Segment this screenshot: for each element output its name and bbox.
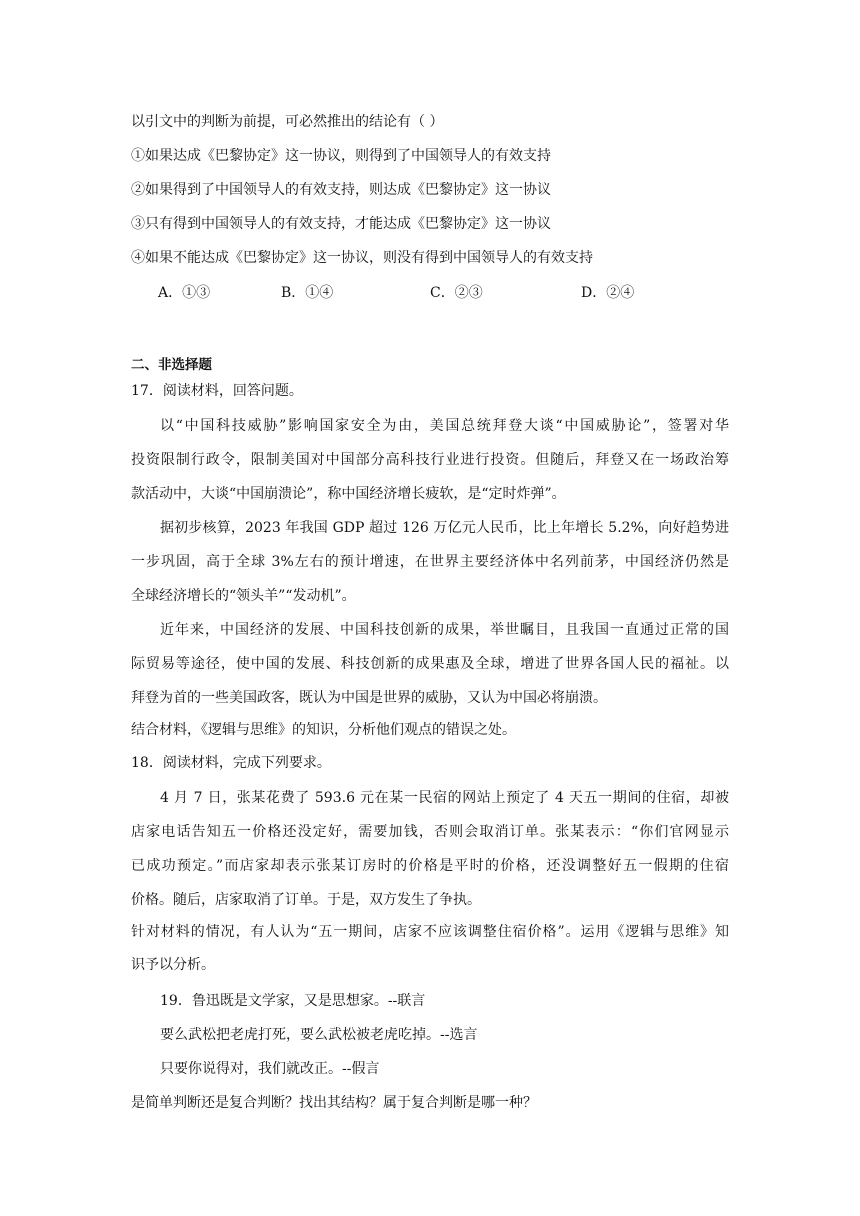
q18-prompt: 识予以分析。	[131, 957, 215, 973]
q18-paragraph-line: 已成功预定。”而店家却表示张某订房时的价格是平时的价格，还没调整好五一假期的住宿	[131, 858, 729, 874]
option-b[interactable]: B．①④	[281, 285, 334, 301]
section-heading: 二、非选择题	[131, 357, 212, 373]
answer-options	[131, 283, 731, 303]
q19-line: 只要你说得对，我们就改正。--假言	[160, 1061, 380, 1077]
statement-3: ③只有得到中国领导人的有效支持，才能达成《巴黎协定》这一协议	[131, 216, 551, 232]
statement-4: ④如果不能达成《巴黎协定》这一协议，则没有得到中国领导人的有效支持	[131, 250, 593, 266]
q18-prompt: 针对材料的情况，有人认为“五一期间，店家不应该调整住宿价格”。运用《逻辑与思维》知	[131, 924, 729, 940]
statement-1: ①如果达成《巴黎协定》这一协议，则得到了中国领导人的有效支持	[131, 148, 551, 164]
q17-prompt: 结合材料，《逻辑与思维》的知识，分析他们观点的错误之处。	[131, 722, 516, 738]
option-c[interactable]: C．②③	[430, 285, 483, 301]
q19-line: 要么武松把老虎打死，要么武松被老虎吃掉。--选言	[160, 1027, 478, 1043]
q19-line: 19．鲁迅既是文学家，又是思想家。--联言	[160, 993, 426, 1009]
q17-paragraph-line: 近年来，中国经济的发展、中国科技创新的成果，举世瞩目，且我国一直通过正常的国	[160, 622, 729, 638]
q17-paragraph-line: 投资限制行政令，限制美国对中国部分高科技行业进行投资。但随后，拜登又在一场政治筹	[131, 452, 729, 468]
q17-paragraph-line: 款活动中，大谈“中国崩溃论”，称中国经济增长疲软，是“定时炸弹”。	[131, 486, 566, 502]
q18-paragraph-line: 店家电话告知五一价格还没定好，需要加钱，否则会取消订单。张某表示：“你们官网显示	[131, 824, 729, 840]
question-17-title: 17．阅读材料，回答问题。	[131, 383, 303, 399]
question-16-stem: 以引文中的判断为前提，可必然推出的结论有（ ）	[131, 114, 444, 130]
statement-2: ②如果得到了中国领导人的有效支持，则达成《巴黎协定》这一协议	[131, 182, 551, 198]
q18-paragraph-line: 价格。随后，店家取消了订单。于是，双方发生了争执。	[131, 892, 481, 908]
q17-paragraph-line: 拜登为首的一些美国政客，既认为中国是世界的威胁，又认为中国必将崩溃。	[131, 690, 607, 706]
q17-paragraph-line: 全球经济增长的“领头羊”“发动机”。	[131, 588, 356, 604]
q17-paragraph-line: 际贸易等途径，使中国的发展、科技创新的成果惠及全球，增进了世界各国人民的福祉。以	[131, 656, 729, 672]
q17-paragraph-line: 一步巩固，高于全球 3%左右的预计增速，在世界主要经济体中名列前茅，中国经济仍然是	[131, 554, 729, 570]
option-a[interactable]: A．①③	[158, 285, 211, 301]
q17-paragraph-line: 据初步核算，2023 年我国 GDP 超过 126 万亿元人民币，比上年增长 5.2%，向好趋势进	[160, 520, 729, 536]
q17-paragraph-line: 以“中国科技威胁”影响国家安全为由，美国总统拜登大谈“中国威胁论”，签署对华	[160, 418, 729, 434]
q19-prompt: 是简单判断还是复合判断？找出其结构？属于复合判断是哪一种？	[131, 1095, 537, 1111]
option-d[interactable]: D．②④	[581, 285, 635, 301]
question-18-title: 18．阅读材料，完成下列要求。	[131, 755, 331, 771]
q18-paragraph-line: 4 月 7 日，张某花费了 593.6 元在某一民宿的网站上预定了 4 天五一期间的住宿，却被	[160, 790, 729, 806]
